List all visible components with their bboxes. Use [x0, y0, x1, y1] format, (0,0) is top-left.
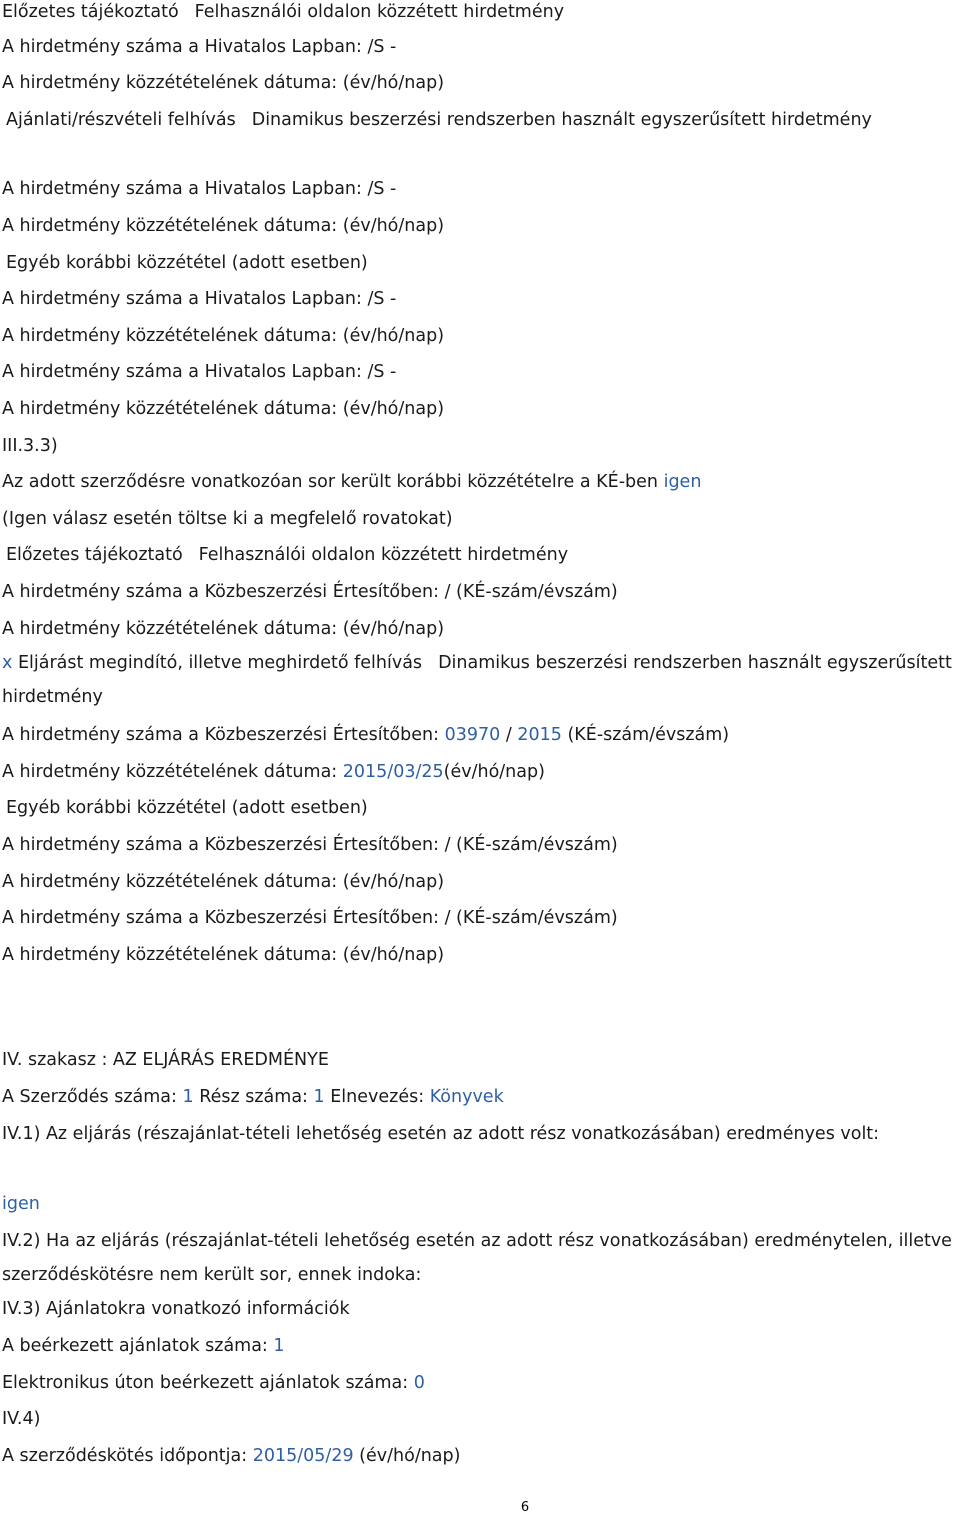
prior-info-label: Előzetes tájékoztató [6, 545, 183, 565]
iv4-heading: IV.4) [2, 1409, 41, 1429]
call-notice-label: Eljárást megindító, illetve meghirdető felhívás [17, 653, 423, 673]
other-publication-label: Egyéb korábbi közzététel (adott esetben) [6, 798, 368, 818]
electronic-offers-row [2, 1371, 956, 1395]
buyer-profile-label: Felhasználói oldalon közzétett hirdetmény [198, 545, 569, 565]
publication-date-row: A hirdetmény közzétételének dátuma: (év/hó/nap) [2, 399, 445, 419]
contract-signing-row [2, 1444, 956, 1468]
ke-number-row: A hirdetmény száma a Közbeszerzési Értesítőben: / (KÉ-szám/évszám) [2, 582, 618, 602]
electronic-offers-value: 0 [413, 1373, 425, 1393]
ke-number-value: 03970 [444, 725, 501, 745]
contract-number-label: A Szerződés száma: [2, 1087, 177, 1107]
publication-date-row: A hirdetmény közzétételének dátuma: (év/hó/nap) [2, 619, 445, 639]
iv3-heading: IV.3) Ajánlatokra vonatkozó információk [2, 1299, 350, 1319]
iv1-answer-value: igen [2, 1194, 40, 1214]
ke-number-label: A hirdetmény száma a Közbeszerzési Értesítőben: [2, 725, 440, 745]
checked-mark: x [2, 653, 13, 673]
other-publication-label: Egyéb korábbi közzététel (adott esetben) [6, 253, 368, 273]
ke-number-filled-row [2, 723, 956, 747]
name-value: Könyvek [429, 1087, 504, 1107]
part-number-label: Rész száma: [199, 1087, 308, 1107]
publication-date-row: A hirdetmény közzétételének dátuma: (év/hó/nap) [2, 216, 445, 236]
offers-count-row [2, 1334, 956, 1358]
prior-publication-question [2, 470, 956, 494]
iv1-answer [2, 1192, 956, 1216]
section-iv-title: IV. szakasz : AZ ELJÁRÁS EREDMÉNYE [2, 1050, 329, 1070]
iv1-question: IV.1) Az eljárás (részajánlat-tételi lehetőség esetén az adott rész vonatkozásában) eredményes volt: [2, 1124, 880, 1144]
signing-date-value: 2015/05/29 [252, 1446, 354, 1466]
publication-date-row: A hirdetmény közzétételének dátuma: (év/hó/nap) [2, 872, 445, 892]
call-for-tender-row [2, 103, 956, 137]
section-heading-iii-3-3: III.3.3) [2, 436, 58, 456]
ke-number-row: A hirdetmény száma a Közbeszerzési Értesítőben: / (KÉ-szám/évszám) [2, 908, 618, 928]
oj-number-row: A hirdetmény száma a Hivatalos Lapban: /S - [2, 289, 397, 309]
offers-count-value: 1 [273, 1336, 285, 1356]
question-text: Az adott szerződésre vonatkozóan sor került korábbi közzétételre a KÉ-ben [2, 472, 658, 492]
dps-notice-label: Dinamikus beszerzési rendszerben használt egyszerűsített hirdetmény [2, 653, 952, 707]
fill-in-hint: (Igen válasz esetén töltse ki a megfelelő rovatokat) [2, 509, 453, 529]
answer-value: igen [663, 472, 702, 492]
ke-number-row: A hirdetmény száma a Közbeszerzési Értesítőben: / (KÉ-szám/évszám) [2, 835, 618, 855]
prior-info-row-b [2, 543, 956, 567]
electronic-offers-label: Elektronikus úton beérkezett ajánlatok száma: [2, 1373, 409, 1393]
prior-info-row-a [2, 0, 956, 24]
publication-date-row: A hirdetmény közzétételének dátuma: (év/hó/nap) [2, 73, 445, 93]
publication-date-row: A hirdetmény közzétételének dátuma: (év/hó/nap) [2, 326, 445, 346]
call-notice-row [2, 646, 956, 714]
publication-date-value: 2015/03/25 [342, 762, 444, 782]
call-for-tender-label: Ajánlati/részvételi felhívás [6, 110, 236, 130]
ke-number-suffix: (KÉ-szám/évszám) [567, 725, 730, 745]
ke-number-separator: / [505, 725, 512, 745]
contract-number-value: 1 [182, 1087, 194, 1107]
name-label: Elnevezés: [330, 1087, 425, 1107]
publication-date-suffix: (év/hó/nap) [443, 762, 545, 782]
publication-date-row: A hirdetmény közzétételének dátuma: (év/hó/nap) [2, 945, 445, 965]
contract-info-row [2, 1085, 956, 1109]
oj-number-row: A hirdetmény száma a Hivatalos Lapban: /S - [2, 37, 397, 57]
offers-count-label: A beérkezett ajánlatok száma: [2, 1336, 268, 1356]
signing-date-suffix: (év/hó/nap) [359, 1446, 461, 1466]
page-number: 6 [520, 1500, 530, 1515]
signing-date-label: A szerződéskötés időpontja: [2, 1446, 248, 1466]
part-number-value: 1 [313, 1087, 325, 1107]
publication-date-filled-row [2, 760, 956, 784]
publication-date-label: A hirdetmény közzétételének dátuma: [2, 762, 338, 782]
dps-notice-label: Dinamikus beszerzési rendszerben használt egyszerűsített hirdetmény [251, 110, 872, 130]
ke-year-value: 2015 [517, 725, 562, 745]
oj-number-row: A hirdetmény száma a Hivatalos Lapban: /S - [2, 179, 397, 199]
buyer-profile-label: Felhasználói oldalon közzétett hirdetmény [194, 2, 565, 22]
oj-number-row: A hirdetmény száma a Hivatalos Lapban: /S - [2, 362, 397, 382]
iv2-question: IV.2) Ha az eljárás (részajánlat-tételi lehetőség esetén az adott rész vonatkozásában) eredménytelen, illetve szerződéskötésre nem került sor, ennek indoka: [2, 1231, 952, 1285]
prior-info-label: Előzetes tájékoztató [2, 2, 179, 22]
